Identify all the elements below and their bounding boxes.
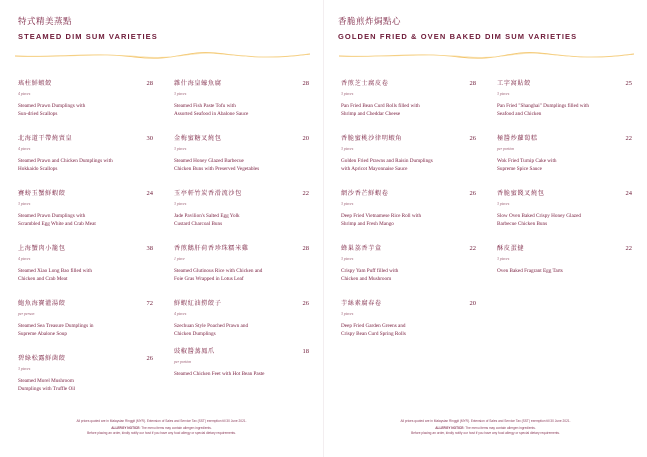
- item-quantity: 3 pieces: [18, 202, 31, 206]
- item-name-chinese: 雜什海皇蠔魚腐: [174, 80, 222, 87]
- desc-line: Wok Fried Turnip Cake with: [497, 158, 557, 164]
- menu-item: [18, 80, 153, 135]
- menu-item: [18, 355, 153, 410]
- menu-item: [18, 135, 153, 190]
- desc-line: Crispy Yam Puff filled with: [341, 268, 399, 274]
- item-quantity: per portion: [174, 360, 192, 364]
- desc-line: Scrambled Egg White and Crab Meat: [18, 221, 96, 227]
- section-title-chinese: 特式精美蒸點: [18, 16, 73, 26]
- item-quantity: 3 pieces: [341, 92, 354, 96]
- item-name-chinese: 香煎鵝肝荷香珍珠糯米雞: [174, 245, 249, 252]
- desc-line: Shrimp and Fresh Mango: [341, 221, 394, 227]
- item-name-chinese: 豉椒醬蒸鳳爪: [174, 348, 215, 355]
- item-quantity: 3 pieces: [18, 367, 31, 371]
- item-price: 22: [302, 190, 309, 197]
- menu-item: [174, 348, 309, 403]
- item-name-chinese: 碧綠松露鮮菌餃: [18, 355, 66, 362]
- item-description: [18, 157, 153, 173]
- item-quantity: 3 pieces: [174, 147, 187, 151]
- item-quantity: 4 pieces: [174, 312, 187, 316]
- item-price: 20: [302, 135, 309, 142]
- menu-item: [341, 300, 476, 355]
- menu-item: [341, 80, 476, 135]
- item-quantity: 3 pieces: [341, 202, 354, 206]
- desc-line: Sun-dried Scallops: [18, 111, 58, 117]
- desc-line: Chicken Buns with Preserved Vegetables: [174, 166, 260, 172]
- price-notice: All prices quoted are in Malaysian Ringgit (MYR). Extension of Sales and Service Tax (SST) exemption till 30 June 2021.: [76, 419, 247, 423]
- item-name-chinese: 賽螃玉蟹鮮蝦餃: [18, 190, 66, 197]
- item-description: [341, 212, 476, 228]
- price-and-allergy-footer: [324, 419, 647, 436]
- item-description: [341, 102, 476, 118]
- item-description: [341, 157, 476, 173]
- price-and-allergy-footer: [0, 419, 323, 436]
- item-name-chinese: 鮮蝦紅油撈餃子: [174, 300, 222, 307]
- section-title-english: GOLDEN FRIED & OVEN BAKED DIM SUM VARIETIES: [338, 32, 578, 41]
- item-price: 22: [625, 245, 632, 252]
- item-quantity: 3 pieces: [497, 92, 510, 96]
- item-name-chinese: 上海蟹肉小籠包: [18, 245, 66, 252]
- section-title-english: STEAMED DIM SUM VARIETIES: [18, 32, 158, 41]
- desc-line: Steamed Glutinous Rice with Chicken and: [174, 268, 263, 274]
- menu-column-2: [174, 80, 309, 403]
- item-price: 24: [146, 190, 153, 197]
- item-name-chinese: 金梅蜜糖叉燒包: [174, 135, 222, 142]
- item-description: [174, 212, 309, 228]
- item-price: 26: [469, 135, 476, 142]
- menu-page-steamed: [0, 0, 323, 457]
- menu-item: [497, 135, 632, 190]
- gold-wave-divider: [339, 48, 634, 62]
- item-quantity: 4 pieces: [18, 92, 31, 96]
- item-quantity: 3 pieces: [341, 312, 354, 316]
- item-name-chinese: 鮑魚海寶灌湯餃: [18, 300, 66, 307]
- desc-line: Steamed Fish Paste Tofu with: [174, 103, 236, 109]
- item-quantity: 4 pieces: [18, 257, 31, 261]
- item-quantity: 3 pieces: [174, 202, 187, 206]
- menu-item: [174, 300, 309, 348]
- gold-wave-divider: [15, 48, 310, 62]
- item-quantity: 3 pieces: [341, 147, 354, 151]
- desc-line: Supreme Abalone Soup: [18, 331, 67, 337]
- item-name-chinese: 蜂巢荔香芋盒: [341, 245, 382, 252]
- menu-item: [497, 245, 632, 300]
- item-name-chinese: 香脆蜜桃沙律明蝦角: [341, 135, 403, 142]
- item-name-chinese: 極醬炒蘿蔔糕: [497, 135, 538, 142]
- dietary-notice: Before placing an order, kindly notify our host if you have any food allergy or special dietary requirements.: [87, 431, 236, 435]
- desc-line: Shrimp and Cheddar Cheese: [341, 111, 401, 117]
- item-description: [174, 157, 309, 173]
- allergy-notice-label: ALLERGY NOTICE:: [435, 426, 465, 430]
- desc-line: Szechuan Style Poached Prawn and: [174, 323, 249, 329]
- desc-line: Chicken Dumplings: [174, 331, 216, 337]
- desc-line: Assorted Seafood in Abalone Sauce: [174, 111, 249, 117]
- item-quantity: per person: [18, 312, 35, 316]
- allergy-notice-label: ALLERGY NOTICE:: [111, 426, 141, 430]
- item-price: 25: [625, 80, 632, 87]
- item-description: [497, 212, 632, 228]
- desc-line: Seafood and Chicken: [497, 111, 542, 117]
- item-price: 26: [469, 190, 476, 197]
- item-quantity: 4 pieces: [18, 147, 31, 151]
- item-price: 24: [625, 190, 632, 197]
- section-header: [18, 16, 158, 42]
- menu-item: [497, 80, 632, 135]
- desc-line: Pan Fried "Shanghai" Dumplings filled with: [497, 103, 589, 109]
- item-name-chinese: 香脆蜜餞叉燒包: [497, 190, 545, 197]
- item-description: [174, 322, 309, 338]
- desc-line: Chicken and Mushroom: [341, 276, 392, 282]
- item-description: [341, 322, 476, 338]
- item-quantity: 3 pieces: [174, 92, 187, 96]
- menu-item: [18, 245, 153, 300]
- desc-line: Steamed Xiao Long Bao filled with: [18, 268, 92, 274]
- item-description: [497, 157, 632, 173]
- desc-line: Hokkaido Scallops: [18, 166, 58, 172]
- item-name-chinese: 酥皮蛋撻: [497, 245, 525, 252]
- desc-line: Supreme Spice Sauce: [497, 166, 542, 172]
- menu-column-2: [497, 80, 632, 300]
- item-description: [341, 267, 476, 283]
- desc-line: Steamed Prawn Dumplings with: [18, 213, 86, 219]
- desc-line: Golden Fried Prawns and Raisin Dumplings: [341, 158, 433, 164]
- dietary-notice: Before placing an order, kindly notify our host if you have any food allergy or special dietary requirements.: [411, 431, 560, 435]
- item-price: 38: [146, 245, 153, 252]
- item-description: [18, 377, 153, 393]
- item-name-chinese: 芋絲素腐春卷: [341, 300, 382, 307]
- item-price: 26: [302, 300, 309, 307]
- menu-column-1: [18, 80, 153, 410]
- item-description: [174, 370, 309, 378]
- desc-line: Steamed Morel Mushroom: [18, 378, 74, 384]
- allergy-notice-text: The menu items may contain allergen ingredients.: [140, 426, 212, 430]
- desc-line: Steamed Prawn Dumplings with: [18, 103, 86, 109]
- item-name-chinese: 玉亭軒竹炭香滑流沙包: [174, 190, 242, 197]
- menu-item: [341, 190, 476, 245]
- item-description: [18, 322, 153, 338]
- menu-item: [174, 245, 309, 300]
- desc-line: Foie Gras Wrapped in Lotus Leaf: [174, 276, 244, 282]
- desc-line: Steamed Chicken Feet with Hot Bean Paste: [174, 371, 265, 377]
- menu-item: [174, 135, 309, 190]
- desc-line: Chicken and Crab Meat: [18, 276, 68, 282]
- item-price: 26: [146, 355, 153, 362]
- item-name-chinese: 瑤柱鮮蝦餃: [18, 80, 52, 87]
- menu-column-1: [341, 80, 476, 355]
- item-price: 22: [469, 245, 476, 252]
- desc-line: Slow Oven Baked Crispy Honey Glazed: [497, 213, 581, 219]
- item-name-chinese: 北海道干帶燒賣皇: [18, 135, 73, 142]
- desc-line: Pan Fried Bean Curd Rolls filled with: [341, 103, 420, 109]
- desc-line: Steamed Sea Treasure Dumplings in: [18, 323, 94, 329]
- desc-line: Oven Baked Fragrant Egg Tarts: [497, 268, 563, 274]
- item-price: 28: [302, 80, 309, 87]
- desc-line: Custard Charcoal Buns: [174, 221, 223, 227]
- menu-item: [18, 300, 153, 355]
- menu-item: [18, 190, 153, 245]
- item-description: [18, 102, 153, 118]
- menu-item: [497, 190, 632, 245]
- desc-line: Steamed Prawn and Chicken Dumplings with: [18, 158, 113, 164]
- menu-item: [174, 190, 309, 245]
- desc-line: Deep Fried Garden Greens and: [341, 323, 406, 329]
- item-price: 22: [625, 135, 632, 142]
- item-price: 28: [469, 80, 476, 87]
- item-quantity: 3 pieces: [497, 257, 510, 261]
- allergy-notice-text: The menu items may contain allergen ingredients.: [464, 426, 536, 430]
- menu-item: [174, 80, 309, 135]
- section-header: [338, 16, 577, 42]
- item-quantity: per portion: [497, 147, 515, 151]
- item-price: 28: [146, 80, 153, 87]
- item-description: [497, 267, 632, 275]
- menu-item: [341, 245, 476, 300]
- item-name-chinese: 工字窩貼餃: [497, 80, 531, 87]
- item-description: [18, 212, 153, 228]
- item-price: 18: [302, 348, 309, 355]
- item-description: [174, 267, 309, 283]
- desc-line: Crispy Bean Curd Spring Rolls: [341, 331, 406, 337]
- item-description: [497, 102, 632, 118]
- item-price: 30: [146, 135, 153, 142]
- desc-line: Jade Pavilion's Salted Egg Yolk: [174, 213, 240, 219]
- desc-line: Deep Fried Vietnamese Rice Roll with: [341, 213, 422, 219]
- item-quantity: 1 piece: [174, 257, 185, 261]
- menu-item: [341, 135, 476, 190]
- item-quantity: 3 pieces: [341, 257, 354, 261]
- item-description: [174, 102, 309, 118]
- menu-page-fried-baked: [324, 0, 647, 457]
- item-price: 72: [146, 300, 153, 307]
- item-name-chinese: 網沙香芒鮮蝦卷: [341, 190, 389, 197]
- section-title-chinese: 香脆煎炸焗點心: [338, 16, 402, 26]
- desc-line: Steamed Honey Glazed Barbecue: [174, 158, 244, 164]
- item-name-chinese: 香煎芝士腐皮卷: [341, 80, 389, 87]
- item-description: [18, 267, 153, 283]
- item-quantity: 3 pieces: [497, 202, 510, 206]
- item-price: 28: [302, 245, 309, 252]
- desc-line: Dumplings with Truffle Oil: [18, 386, 76, 392]
- price-notice: All prices quoted are in Malaysian Ringgit (MYR). Extension of Sales and Service Tax (SST) exemption till 30 June 2021.: [400, 419, 571, 423]
- desc-line: Barbecue Chicken Buns: [497, 221, 548, 227]
- desc-line: with Apricot Mayonnaise Sauce: [341, 166, 408, 172]
- item-price: 20: [469, 300, 476, 307]
